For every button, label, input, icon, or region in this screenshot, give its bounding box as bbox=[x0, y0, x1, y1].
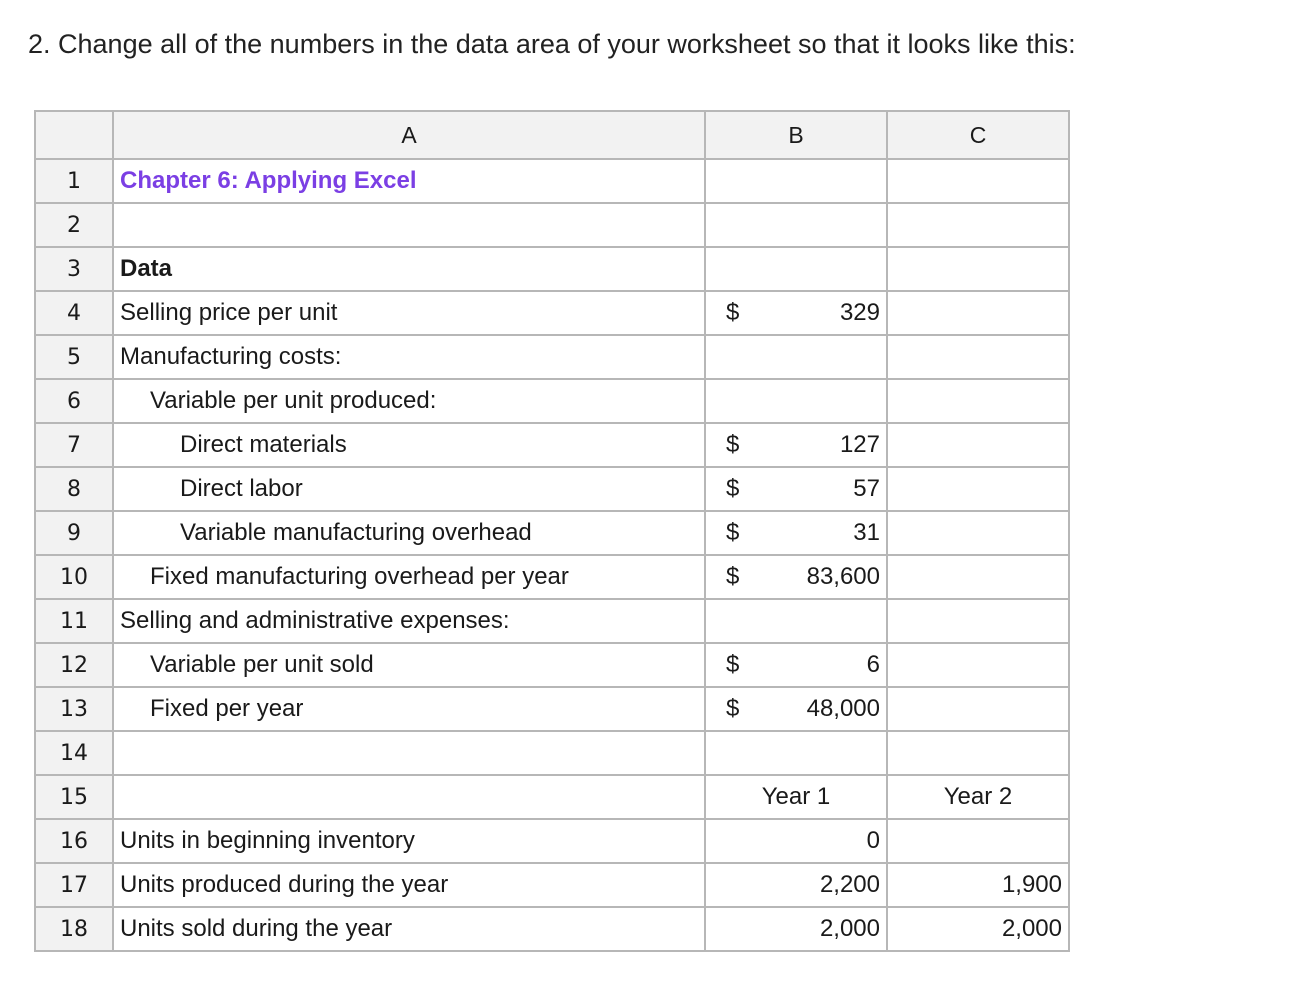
currency-symbol: $ bbox=[726, 519, 740, 546]
column-header-b[interactable]: B bbox=[705, 111, 887, 159]
cell-a[interactable]: Manufacturing costs: bbox=[113, 335, 705, 379]
cell-c[interactable] bbox=[887, 467, 1069, 511]
column-header-row bbox=[35, 111, 1069, 159]
cell-a[interactable]: Direct labor bbox=[113, 467, 705, 511]
cell-b[interactable] bbox=[705, 819, 887, 863]
cell-b-value: 48,000 bbox=[806, 695, 880, 722]
cell-c[interactable] bbox=[887, 291, 1069, 335]
sheet-row bbox=[35, 731, 1069, 775]
sheet-row bbox=[35, 907, 1069, 951]
cell-a[interactable]: Variable manufacturing overhead bbox=[113, 511, 705, 555]
cell-c[interactable] bbox=[887, 687, 1069, 731]
row-number[interactable]: 1 bbox=[35, 159, 113, 203]
currency-symbol: $ bbox=[726, 475, 740, 502]
cell-b[interactable] bbox=[705, 731, 887, 775]
cell-a[interactable]: Units sold during the year bbox=[113, 907, 705, 951]
sheet-row bbox=[35, 555, 1069, 599]
row-number[interactable]: 11 bbox=[35, 599, 113, 643]
cell-c[interactable] bbox=[887, 555, 1069, 599]
sheet-row bbox=[35, 819, 1069, 863]
cell-b[interactable] bbox=[705, 247, 887, 291]
sheet-row bbox=[35, 203, 1069, 247]
instruction-text: 2. Change all of the numbers in the data area of your worksheet so that it looks like this: bbox=[28, 29, 1076, 59]
cell-c[interactable] bbox=[887, 247, 1069, 291]
cell-a[interactable]: Selling price per unit bbox=[113, 291, 705, 335]
cell-b-value: 57 bbox=[853, 475, 880, 502]
cell-b-value: 2,200 bbox=[819, 871, 880, 898]
cell-b[interactable] bbox=[705, 423, 887, 467]
cell-c[interactable] bbox=[887, 643, 1069, 687]
sheet-row bbox=[35, 863, 1069, 907]
cell-b-value: Year 1 bbox=[761, 783, 831, 810]
cell-b[interactable] bbox=[705, 863, 887, 907]
row-number[interactable]: 2 bbox=[35, 203, 113, 247]
currency-symbol: $ bbox=[726, 695, 740, 722]
cell-c[interactable] bbox=[887, 819, 1069, 863]
cell-c[interactable]: 1,900 bbox=[887, 863, 1069, 907]
sheet-row bbox=[35, 511, 1069, 555]
row-number[interactable]: 6 bbox=[35, 379, 113, 423]
row-number[interactable]: 12 bbox=[35, 643, 113, 687]
cell-c[interactable] bbox=[887, 423, 1069, 467]
currency-symbol: $ bbox=[726, 299, 740, 326]
cell-c[interactable] bbox=[887, 511, 1069, 555]
cell-a[interactable]: Variable per unit sold bbox=[113, 643, 705, 687]
cell-b[interactable] bbox=[705, 555, 887, 599]
sheet-row bbox=[35, 643, 1069, 687]
cell-b-value: 31 bbox=[853, 519, 880, 546]
cell-c[interactable]: 2,000 bbox=[887, 907, 1069, 951]
cell-b[interactable] bbox=[705, 379, 887, 423]
cell-b[interactable] bbox=[705, 775, 887, 819]
cell-c[interactable] bbox=[887, 731, 1069, 775]
row-number[interactable]: 8 bbox=[35, 467, 113, 511]
cell-b-value: 127 bbox=[839, 431, 880, 458]
cell-c[interactable] bbox=[887, 379, 1069, 423]
cell-a[interactable] bbox=[113, 731, 705, 775]
cell-b[interactable] bbox=[705, 203, 887, 247]
row-number[interactable]: 5 bbox=[35, 335, 113, 379]
sheet-row bbox=[35, 423, 1069, 467]
currency-symbol: $ bbox=[726, 651, 740, 678]
cell-b[interactable] bbox=[705, 467, 887, 511]
cell-b-value: 83,600 bbox=[806, 563, 880, 590]
cell-b-value: 6 bbox=[866, 651, 880, 678]
cell-a[interactable]: Fixed manufacturing overhead per year bbox=[113, 555, 705, 599]
cell-b-value: 0 bbox=[866, 827, 880, 854]
cell-b[interactable] bbox=[705, 643, 887, 687]
cell-a[interactable]: Data bbox=[113, 247, 705, 291]
row-number[interactable]: 7 bbox=[35, 423, 113, 467]
sheet-row bbox=[35, 687, 1069, 731]
row-number[interactable]: 17 bbox=[35, 863, 113, 907]
row-number[interactable]: 4 bbox=[35, 291, 113, 335]
row-number[interactable]: 13 bbox=[35, 687, 113, 731]
spreadsheet bbox=[34, 110, 1070, 952]
row-number[interactable]: 14 bbox=[35, 731, 113, 775]
cell-b[interactable] bbox=[705, 335, 887, 379]
cell-b[interactable] bbox=[705, 907, 887, 951]
row-number[interactable]: 9 bbox=[35, 511, 113, 555]
cell-c[interactable] bbox=[887, 159, 1069, 203]
cell-b[interactable] bbox=[705, 511, 887, 555]
cell-c[interactable] bbox=[887, 203, 1069, 247]
row-number[interactable]: 18 bbox=[35, 907, 113, 951]
column-header-c[interactable]: C bbox=[887, 111, 1069, 159]
cell-a[interactable]: Fixed per year bbox=[113, 687, 705, 731]
cell-a[interactable]: Direct materials bbox=[113, 423, 705, 467]
sheet-row bbox=[35, 775, 1069, 819]
cell-b-value: 329 bbox=[839, 299, 880, 326]
cell-b[interactable] bbox=[705, 291, 887, 335]
cell-c[interactable]: Year 2 bbox=[887, 775, 1069, 819]
sheet-row bbox=[35, 599, 1069, 643]
cell-b-value: 2,000 bbox=[819, 915, 880, 942]
currency-symbol: $ bbox=[726, 563, 740, 590]
sheet-row bbox=[35, 291, 1069, 335]
cell-a[interactable]: Units in beginning inventory bbox=[113, 819, 705, 863]
cell-b[interactable] bbox=[705, 687, 887, 731]
row-number[interactable]: 3 bbox=[35, 247, 113, 291]
cell-c[interactable] bbox=[887, 335, 1069, 379]
sheet-row bbox=[35, 467, 1069, 511]
cell-a[interactable] bbox=[113, 203, 705, 247]
cell-b[interactable] bbox=[705, 599, 887, 643]
sheet-row bbox=[35, 335, 1069, 379]
cell-b[interactable] bbox=[705, 159, 887, 203]
cell-a[interactable]: Chapter 6: Applying Excel bbox=[113, 159, 705, 203]
select-all-corner[interactable] bbox=[35, 111, 113, 159]
row-number[interactable]: 16 bbox=[35, 819, 113, 863]
sheet-row bbox=[35, 159, 1069, 203]
column-header-a[interactable]: A bbox=[113, 111, 705, 159]
sheet-row bbox=[35, 247, 1069, 291]
currency-symbol: $ bbox=[726, 431, 740, 458]
cell-a[interactable]: Units produced during the year bbox=[113, 863, 705, 907]
row-number[interactable]: 15 bbox=[35, 775, 113, 819]
sheet-row bbox=[35, 379, 1069, 423]
cell-a[interactable] bbox=[113, 775, 705, 819]
cell-a[interactable]: Selling and administrative expenses: bbox=[113, 599, 705, 643]
cell-a[interactable]: Variable per unit produced: bbox=[113, 379, 705, 423]
cell-c[interactable] bbox=[887, 599, 1069, 643]
row-number[interactable]: 10 bbox=[35, 555, 113, 599]
